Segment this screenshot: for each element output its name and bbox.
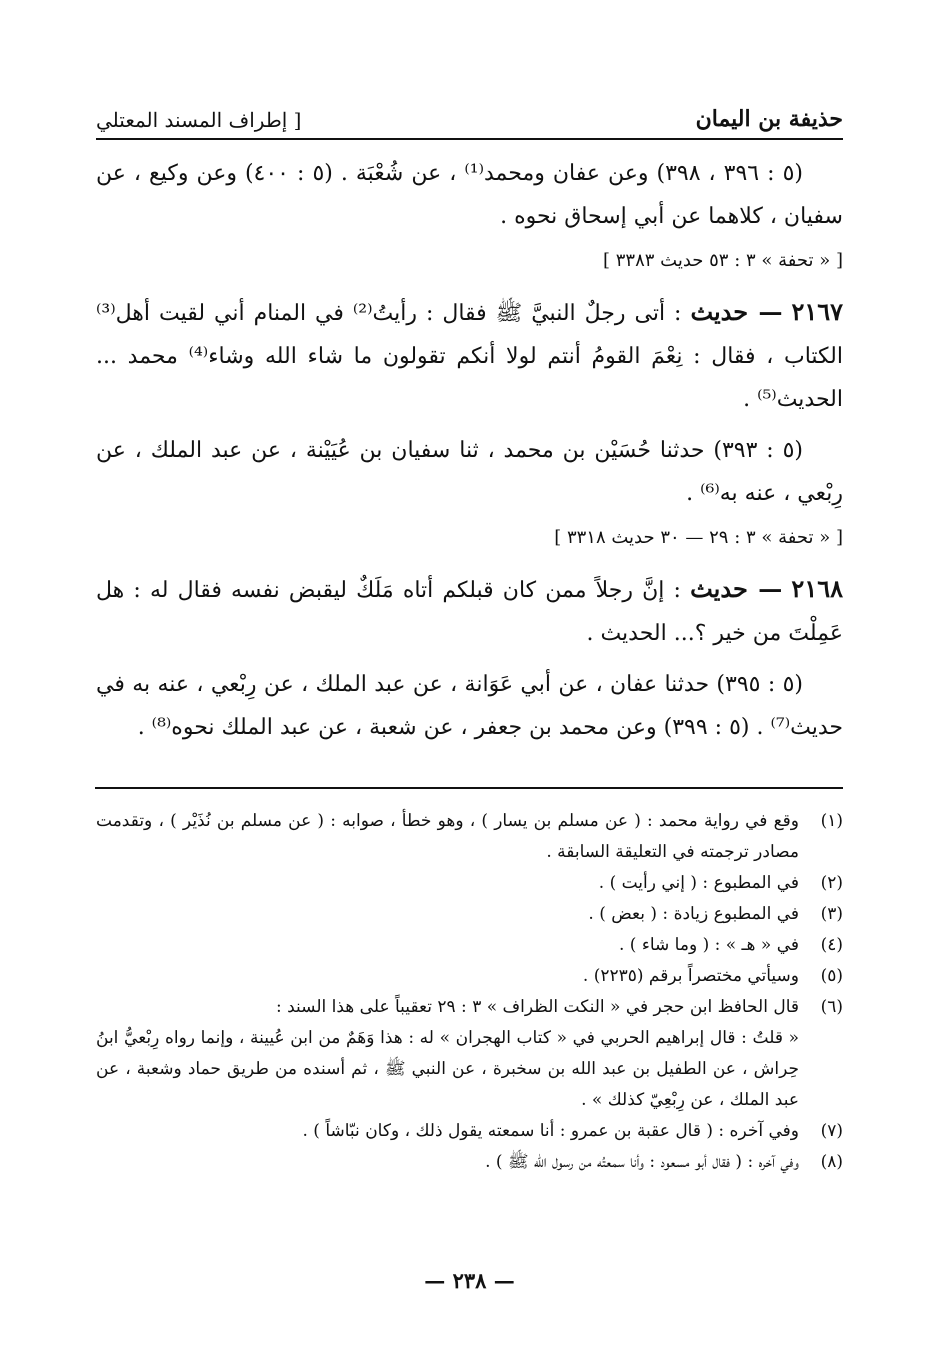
hadith-text-2167: : أتى رجلٌ النبيَّ ﷺ فقال : رأيتُ⁽²⁾ في المنام أني لقيت أهل⁽³⁾ الكتاب ، فقال : نِعْمَ القومُ أنتم لولا أنكم تقولون ما شاء الله وشاء⁽⁴⁾ محمد ... الحديث⁽⁵⁾ . [96,301,843,412]
footnote-number: (٤) [820,935,843,955]
header-title-right: حذيفة بن اليمان [695,106,843,132]
page-number: — ٢٣٨ — [424,1268,515,1293]
footnote-text: وفي آخره : ( قال عقبة بن عمرو : أنا سمعته يقول ذلك ، وكان نبّاشاً ) . [302,1121,799,1141]
hadith-2167 [96,290,843,421]
footnote [96,992,843,1023]
footnote-text: قال الحافظ ابن حجر في « النكت الظراف » ٣ : ٢٩ تعقيباً على هذا السند : [275,997,799,1017]
footnote-text: وفي آخره : ( فقال أبو مسعود : وأنا سمعتُه من رسول الله ﷺ ) . [485,1152,799,1172]
tuhfa-reference-1: [ « تحفة » ٣ : ٥٣ حديث ٣٣٨٣ ] [603,250,843,271]
footnote-text: وقع في رواية محمد : ( عن مسلم بن يسار ) ، وهو خطأ ، صوابه : ( عن مسلم بن نُذَيْر ) ، وتقدمت مصادر ترجمته في التعليقة السابقة . [96,811,799,862]
header-title-left: [ إطراف المسند المعتلي [96,108,302,132]
hadith-2168 [96,567,843,655]
footnote [96,930,843,961]
hadith-number-2167: ٢١٦٧ [791,297,844,326]
footnote-number: (٣) [820,904,843,924]
footnote-number: (٥) [820,966,843,986]
footnote [96,806,843,868]
running-header [96,96,843,140]
footnote [96,868,843,899]
footnote-number: (٨) [820,1152,843,1172]
footnote-number: (١) [820,811,843,831]
hadith-keyword-2167: — حديث [690,297,783,326]
footnote-text: في المطبوع زيادة : ( بعض ) . [588,904,799,924]
footnote-number: (٧) [820,1121,843,1141]
footnote [96,1116,843,1147]
footnote [96,961,843,992]
footnotes [96,806,843,1178]
footnote-separator [95,787,843,789]
footnote-text: وسيأتي مختصراً برقم (٢٢٣٥) . [582,966,799,986]
hadith-keyword-2168: — حديث [690,574,783,603]
chain-paragraph-3: (٥ : ٣٩٥) حدثنا عفان ، عن أبي عَوَانة ، عن عبد الملك ، عن رِبْعي ، عنه به في حديث⁽⁷⁾ . (٥ : ٣٩٩) وعن محمد بن جعفر ، عن شعبة ، عن عبد الملك نحوه⁽⁸⁾ . [96,672,843,740]
chain-paragraph-2: (٥ : ٣٩٣) حدثنا حُسَيْن بن محمد ، ثنا سفيان بن عُيَيْنة ، عن عبد الملك ، عن رِبْعي ، عنه به⁽⁶⁾ . [96,438,843,506]
footnote-quote: « قلتُ : قال إبراهيم الحربي في « كتاب الهجران » له : هذا وَهَمٌ من ابن عُيينة ، وإنما رواه رِبْعيُّ ابنُ حِراش ، عن الطفيل بن عبد الله بن سخبرة ، عن النبي ﷺ ، ثم أسنده من طريق حماد وشعبة ، عن عبد الملك ، عن رِبْعِيّ كذلك » . [96,1028,799,1110]
hadith-number-2168: ٢١٦٨ [791,574,843,603]
hadith-text-2168: : إنَّ رجلاً ممن كان قبلكم أتاه مَلَكٌ ليقبض نفسه فقال له : هل عَمِلْتَ من خير ؟... الحديث . [96,578,843,646]
footnote-text: في « هـ » : ( وما شاء ) . [619,935,799,955]
footnote-text: في المطبوع : ( إني رأيت ) . [598,873,799,893]
footnote-number: (٦) [820,997,843,1017]
footnote [96,1147,843,1178]
tuhfa-reference-2: [ « تحفة » ٣ : ٢٩ — ٣٠ حديث ٣٣١٨ ] [554,527,843,548]
footnote [96,899,843,930]
main-text [96,152,843,757]
chain-paragraph-1: (٥ : ٣٩٦ ، ٣٩٨) وعن عفان ومحمد⁽¹⁾ ، عن شُعْبَة . (٥ : ٤٠٠) وعن وكيع ، عن سفيان ، كلاهما عن أبي إسحاق نحوه . [96,161,843,229]
footnote-number: (٢) [820,873,843,893]
